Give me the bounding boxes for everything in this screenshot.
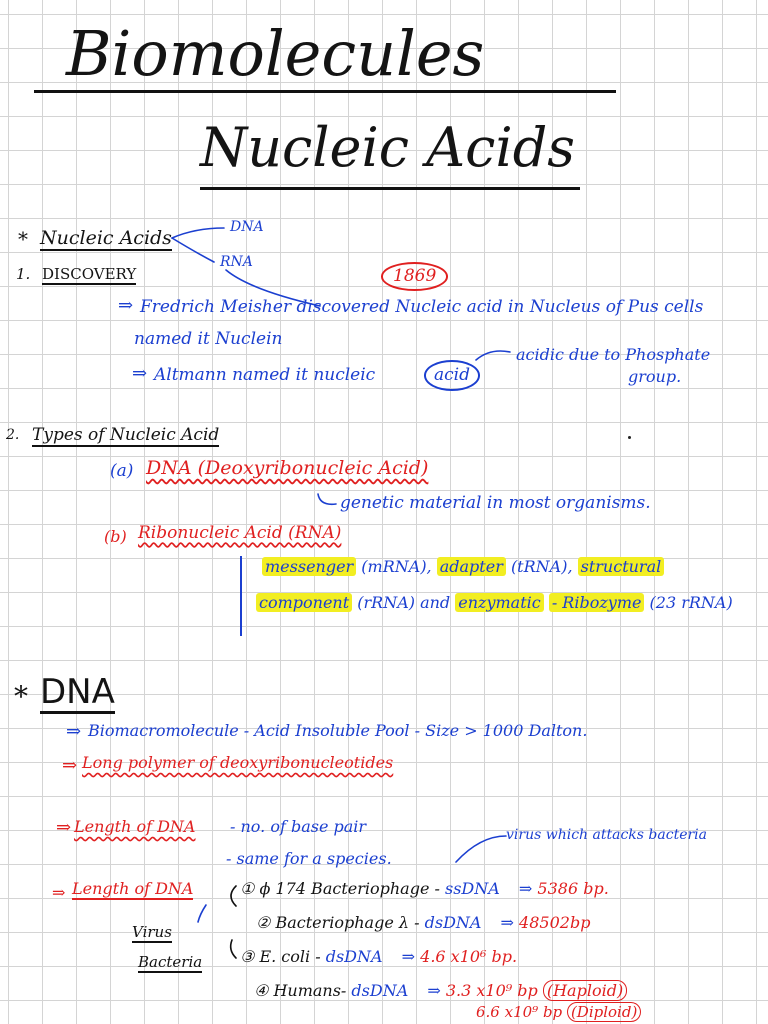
rna-types-line-1: messenger (mRNA), adapter (tRNA), structural xyxy=(262,558,664,576)
dna-full-name: DNA (Deoxyribonucleic Acid) xyxy=(146,457,429,479)
discovery-year: 1869 xyxy=(381,262,448,291)
page-subtitle: Nucleic Acids xyxy=(200,116,575,179)
rna-full-name: Ribonucleic Acid (RNA) xyxy=(138,523,342,543)
discovery-line-1b: named it Nuclein xyxy=(134,329,283,349)
length-arrow-2: ⇒ xyxy=(52,883,66,902)
branch-dna: DNA xyxy=(230,219,264,235)
discovery-arrow-1: ⇒ xyxy=(118,295,134,316)
dna-label-a: (a) xyxy=(110,461,134,481)
length-of-dna-label: Length of DNA xyxy=(74,817,196,836)
messenger-highlight: messenger xyxy=(262,557,356,576)
length-row-2: ② Bacteriophage λ - dsDNA ⇒ 48502bp xyxy=(256,913,591,932)
length-definition-1: - no. of base pair xyxy=(230,817,367,836)
discovery-line-1: Fredrich Meisher discovered Nucleic acid in Nucleus of Pus cells xyxy=(140,297,704,317)
acid-note-2: group. xyxy=(628,367,682,386)
length-arrow-1: ⇒ xyxy=(56,817,72,838)
page-title: Biomolecules xyxy=(66,17,485,90)
types-number: 2. xyxy=(6,427,20,443)
nucleic-acids-heading: Nucleic Acids xyxy=(40,227,172,249)
length-row-3: ③ E. coli - dsDNA ⇒ 4.6 x10⁶ bp. xyxy=(240,947,518,966)
length-row-4: ④ Humans- dsDNA ⇒ 3.3 x10⁹ bp (Haploid) xyxy=(254,982,627,1000)
length-row-4-diploid: 6.6 x10⁹ bp (Diploid) xyxy=(476,1004,641,1021)
bacteriophage-note: virus which attacks bacteria xyxy=(506,827,707,843)
dna-heading: DNA xyxy=(40,674,115,714)
rna-label-b: (b) xyxy=(104,527,127,546)
bacteria-tag: Bacteria xyxy=(138,953,203,971)
adapter-highlight: adapter xyxy=(437,557,506,576)
virus-tag: Virus xyxy=(132,923,172,941)
intro-star: * xyxy=(18,227,28,251)
length-row-1: ① ϕ 174 Bacteriophage - ssDNA ⇒ 5386 bp. xyxy=(240,879,609,898)
ribozyme-highlight: - Ribozyme xyxy=(549,593,645,612)
rna-types-line-2: component (rRNA) and enzymatic - Ribozyme (23 rRNA) xyxy=(256,594,733,612)
dna-point-1: Biomacromolecule - Acid Insoluble Pool - Size > 1000 Dalton. xyxy=(88,721,588,740)
dna-point-2: Long polymer of deoxyribonucleotides xyxy=(82,753,394,772)
dna-point-2-arrow: ⇒ xyxy=(62,755,78,776)
discovery-heading: DISCOVERY xyxy=(42,265,137,283)
length-of-dna-label-2: Length of DNA xyxy=(72,879,194,898)
dna-note: genetic material in most organisms. xyxy=(340,493,651,513)
discovery-arrow-2: ⇒ xyxy=(132,363,148,384)
branch-rna: RNA xyxy=(220,254,253,270)
enzymatic-highlight: enzymatic xyxy=(455,593,543,612)
circled-acid: acid xyxy=(424,360,480,391)
acid-note: acidic due to Phosphate xyxy=(516,345,711,364)
discovery-line-2: Altmann named it nucleic xyxy=(154,365,376,385)
discovery-number: 1. xyxy=(16,265,31,283)
dna-star: * xyxy=(14,680,28,713)
length-definition-2: - same for a species. xyxy=(226,849,392,868)
dna-point-1-arrow: ⇒ xyxy=(66,721,82,742)
types-heading: Types of Nucleic Acid xyxy=(32,425,220,445)
structural-highlight: structural xyxy=(578,557,665,576)
component-highlight: component xyxy=(256,593,352,612)
